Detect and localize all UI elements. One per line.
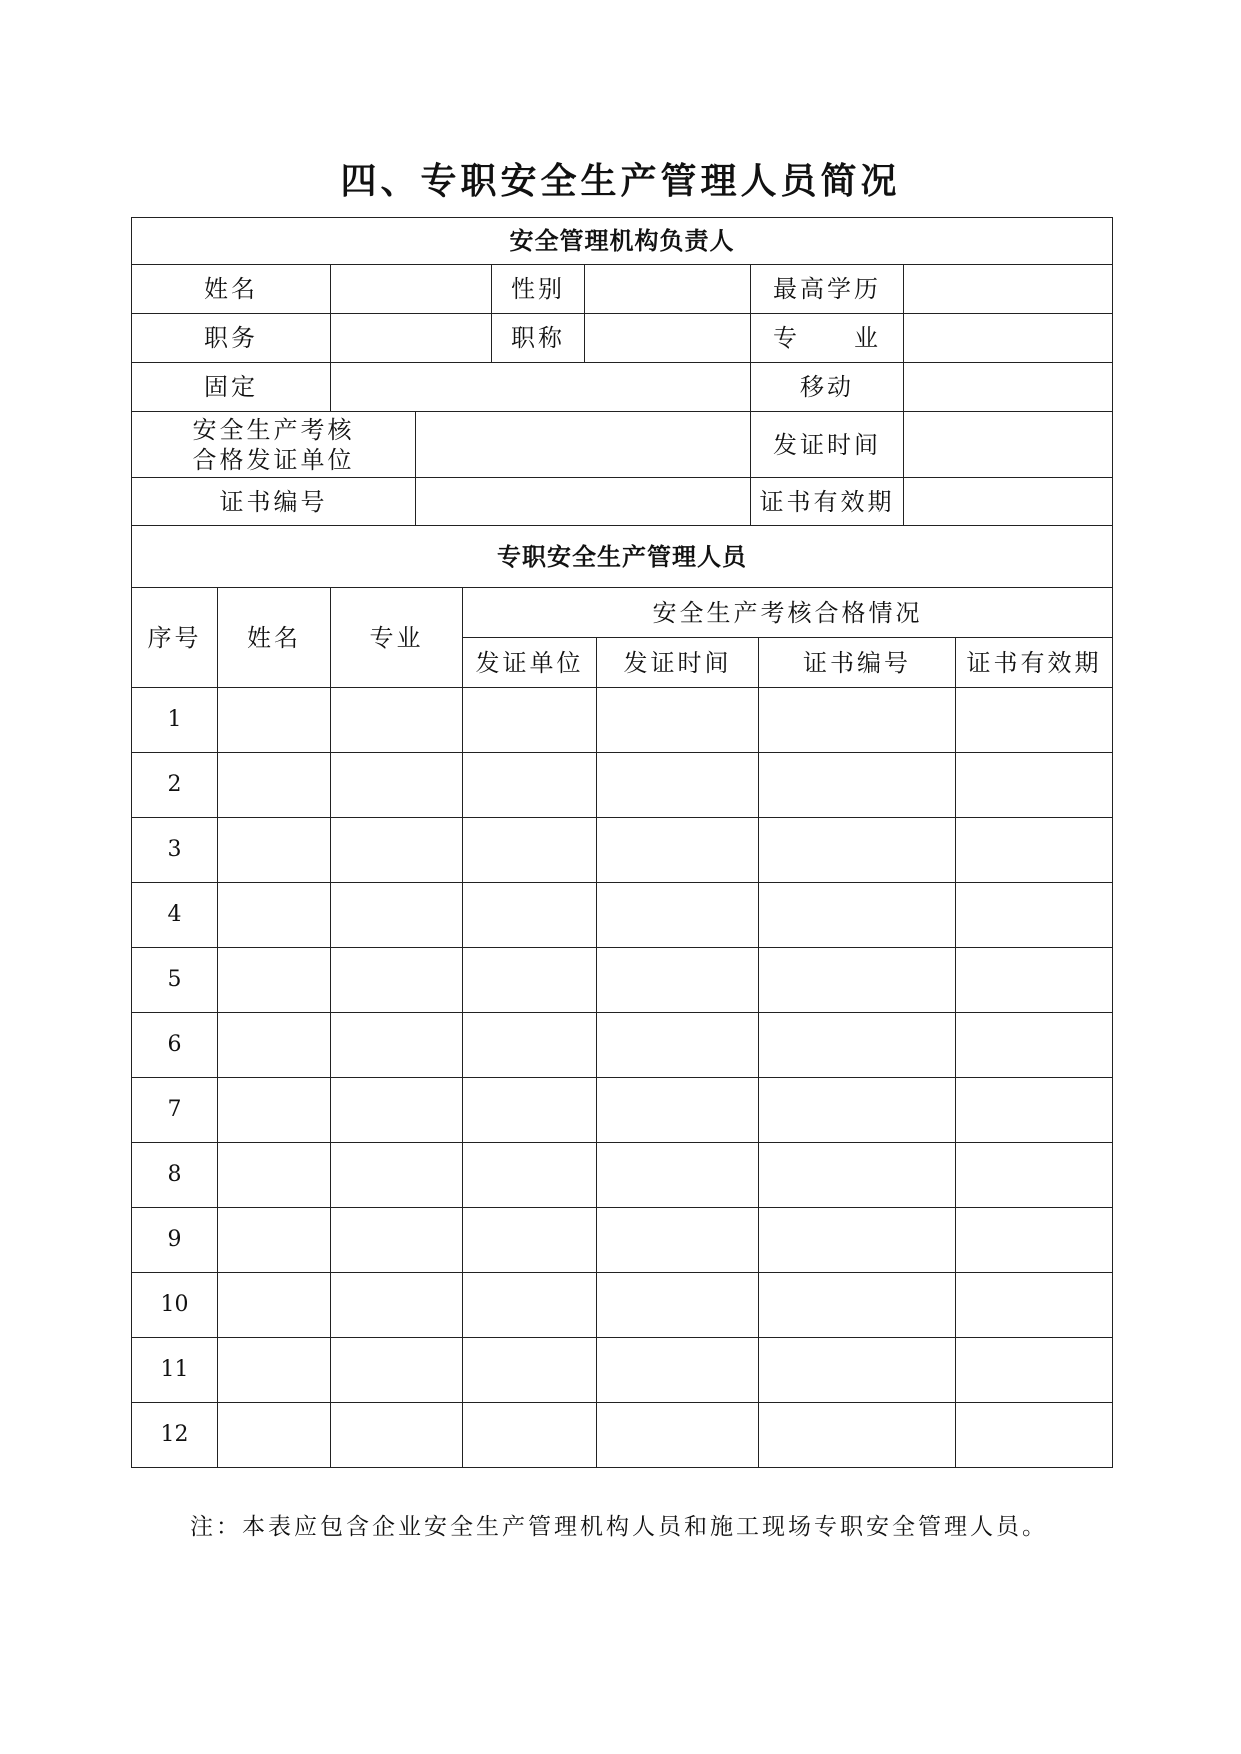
cert-no-cell[interactable] bbox=[759, 1338, 956, 1403]
col-validity-header: 证书有效期 bbox=[956, 638, 1113, 688]
issuer-cell[interactable] bbox=[463, 883, 597, 948]
row-seq: 7 bbox=[132, 1078, 218, 1143]
issuer-cell[interactable] bbox=[463, 1013, 597, 1078]
cert-no-cell[interactable] bbox=[759, 1273, 956, 1338]
major-cell[interactable] bbox=[331, 1273, 463, 1338]
cert-no-label: 证书编号 bbox=[132, 478, 416, 526]
row-seq: 11 bbox=[132, 1338, 218, 1403]
table-row bbox=[132, 1078, 1113, 1143]
col-issuer-header: 发证单位 bbox=[463, 638, 597, 688]
name-cell[interactable] bbox=[218, 1403, 331, 1468]
row-seq: 6 bbox=[132, 1013, 218, 1078]
name-cell[interactable] bbox=[218, 688, 331, 753]
cert-no-field[interactable] bbox=[416, 478, 751, 526]
major-cell[interactable] bbox=[331, 1078, 463, 1143]
row-seq: 12 bbox=[132, 1403, 218, 1468]
name-cell[interactable] bbox=[218, 1208, 331, 1273]
table-row bbox=[132, 818, 1113, 883]
cert-group-header: 安全生产考核合格情况 bbox=[463, 588, 1113, 638]
issuer-cell[interactable] bbox=[463, 818, 597, 883]
issue-date-field[interactable] bbox=[904, 412, 1113, 478]
issuer-cell[interactable] bbox=[463, 688, 597, 753]
validity-cell[interactable] bbox=[956, 1338, 1113, 1403]
issue-date-cell[interactable] bbox=[597, 1143, 759, 1208]
major-cell[interactable] bbox=[331, 1403, 463, 1468]
staff-rows bbox=[132, 688, 1113, 1468]
col-cert-no-header: 证书编号 bbox=[759, 638, 956, 688]
row-seq: 5 bbox=[132, 948, 218, 1013]
education-label: 最高学历 bbox=[751, 265, 904, 314]
table-row bbox=[132, 1338, 1113, 1403]
major-cell[interactable] bbox=[331, 1338, 463, 1403]
title-field[interactable] bbox=[585, 314, 751, 363]
name-cell[interactable] bbox=[218, 1078, 331, 1143]
mobile-label: 移动 bbox=[751, 363, 904, 412]
major-cell[interactable] bbox=[331, 753, 463, 818]
issuer-cell[interactable] bbox=[463, 753, 597, 818]
leader-heading: 安全管理机构负责人 bbox=[132, 218, 1113, 265]
cert-unit-label-line1: 安全生产考核 bbox=[192, 415, 355, 444]
validity-cell[interactable] bbox=[956, 1208, 1113, 1273]
issue-date-cell[interactable] bbox=[597, 818, 759, 883]
issuer-cell[interactable] bbox=[463, 1338, 597, 1403]
issue-date-cell[interactable] bbox=[597, 1078, 759, 1143]
name-cell[interactable] bbox=[218, 948, 331, 1013]
table-row bbox=[132, 1273, 1113, 1338]
major-cell[interactable] bbox=[331, 688, 463, 753]
name-field[interactable] bbox=[331, 265, 492, 314]
position-label: 职务 bbox=[132, 314, 331, 363]
leader-table bbox=[131, 217, 1113, 526]
name-cell[interactable] bbox=[218, 1143, 331, 1208]
issuer-cell[interactable] bbox=[463, 1403, 597, 1468]
name-cell[interactable] bbox=[218, 818, 331, 883]
staff-table bbox=[131, 525, 1113, 1468]
fixed-phone-label: 固定 bbox=[132, 363, 331, 412]
table-row bbox=[132, 1403, 1113, 1468]
title-label: 职称 bbox=[492, 314, 585, 363]
cert-unit-label-line2: 合格发证单位 bbox=[192, 445, 355, 474]
cert-no-cell[interactable] bbox=[759, 948, 956, 1013]
major-cell[interactable] bbox=[331, 1013, 463, 1078]
validity-cell[interactable] bbox=[956, 1013, 1113, 1078]
validity-cell[interactable] bbox=[956, 753, 1113, 818]
issue-date-cell[interactable] bbox=[597, 688, 759, 753]
issuer-cell[interactable] bbox=[463, 948, 597, 1013]
cert-unit-field[interactable] bbox=[416, 412, 751, 478]
issue-date-cell[interactable] bbox=[597, 1013, 759, 1078]
major-cell[interactable] bbox=[331, 1143, 463, 1208]
row-seq: 10 bbox=[132, 1273, 218, 1338]
table-row bbox=[132, 1013, 1113, 1078]
cert-no-cell[interactable] bbox=[759, 883, 956, 948]
position-field[interactable] bbox=[331, 314, 492, 363]
issue-date-cell[interactable] bbox=[597, 753, 759, 818]
table-row bbox=[132, 883, 1113, 948]
cert-no-cell[interactable] bbox=[759, 818, 956, 883]
major-cell[interactable] bbox=[331, 948, 463, 1013]
table-row bbox=[132, 1143, 1113, 1208]
validity-cell[interactable] bbox=[956, 818, 1113, 883]
name-label: 姓名 bbox=[132, 265, 331, 314]
footnote: 注：本表应包含企业安全生产管理机构人员和施工现场专职安全管理人员。 bbox=[190, 1514, 1048, 1540]
col-major-header: 专业 bbox=[331, 588, 463, 688]
staff-heading: 专职安全生产管理人员 bbox=[132, 526, 1113, 588]
issue-date-cell[interactable] bbox=[597, 1403, 759, 1468]
name-cell[interactable] bbox=[218, 1338, 331, 1403]
col-seq-header: 序号 bbox=[132, 588, 218, 688]
name-cell[interactable] bbox=[218, 1013, 331, 1078]
validity-cell[interactable] bbox=[956, 948, 1113, 1013]
major-cell[interactable] bbox=[331, 818, 463, 883]
issue-date-cell[interactable] bbox=[597, 1338, 759, 1403]
major-field[interactable] bbox=[904, 314, 1113, 363]
validity-cell[interactable] bbox=[956, 688, 1113, 753]
major-cell[interactable] bbox=[331, 1208, 463, 1273]
gender-field[interactable] bbox=[585, 265, 751, 314]
issue-date-cell[interactable] bbox=[597, 1273, 759, 1338]
issue-date-cell[interactable] bbox=[597, 1208, 759, 1273]
cert-no-cell[interactable] bbox=[759, 753, 956, 818]
gender-label: 性别 bbox=[492, 265, 585, 314]
row-seq: 1 bbox=[132, 688, 218, 753]
education-field[interactable] bbox=[904, 265, 1113, 314]
row-seq: 4 bbox=[132, 883, 218, 948]
cert-no-cell[interactable] bbox=[759, 1208, 956, 1273]
cert-no-cell[interactable] bbox=[759, 1143, 956, 1208]
mobile-field[interactable] bbox=[904, 363, 1113, 412]
row-seq: 3 bbox=[132, 818, 218, 883]
cert-no-cell[interactable] bbox=[759, 688, 956, 753]
issuer-cell[interactable] bbox=[463, 1208, 597, 1273]
validity-label: 证书有效期 bbox=[751, 478, 904, 526]
major-label: 专 业 bbox=[751, 314, 904, 363]
table-row bbox=[132, 688, 1113, 753]
issue-date-cell[interactable] bbox=[597, 883, 759, 948]
cert-unit-label bbox=[132, 412, 416, 478]
name-cell[interactable] bbox=[218, 1273, 331, 1338]
validity-cell[interactable] bbox=[956, 883, 1113, 948]
issue-date-label: 发证时间 bbox=[751, 412, 904, 478]
row-seq: 8 bbox=[132, 1143, 218, 1208]
table-row bbox=[132, 753, 1113, 818]
validity-cell[interactable] bbox=[956, 1078, 1113, 1143]
row-seq: 9 bbox=[132, 1208, 218, 1273]
page-title: 四、专职安全生产管理人员简况 bbox=[340, 161, 901, 202]
name-cell[interactable] bbox=[218, 753, 331, 818]
major-cell[interactable] bbox=[331, 883, 463, 948]
issuer-cell[interactable] bbox=[463, 1078, 597, 1143]
issuer-cell[interactable] bbox=[463, 1143, 597, 1208]
validity-cell[interactable] bbox=[956, 1143, 1113, 1208]
cert-no-cell[interactable] bbox=[759, 1013, 956, 1078]
table-row bbox=[132, 948, 1113, 1013]
validity-cell[interactable] bbox=[956, 1403, 1113, 1468]
validity-field[interactable] bbox=[904, 478, 1113, 526]
cert-no-cell[interactable] bbox=[759, 1078, 956, 1143]
fixed-phone-field[interactable] bbox=[331, 363, 751, 412]
name-cell[interactable] bbox=[218, 883, 331, 948]
col-issue-date-header: 发证时间 bbox=[597, 638, 759, 688]
validity-cell[interactable] bbox=[956, 1273, 1113, 1338]
table-row bbox=[132, 1208, 1113, 1273]
col-name-header: 姓名 bbox=[218, 588, 331, 688]
cert-no-cell[interactable] bbox=[759, 1403, 956, 1468]
issue-date-cell[interactable] bbox=[597, 948, 759, 1013]
row-seq: 2 bbox=[132, 753, 218, 818]
issuer-cell[interactable] bbox=[463, 1273, 597, 1338]
